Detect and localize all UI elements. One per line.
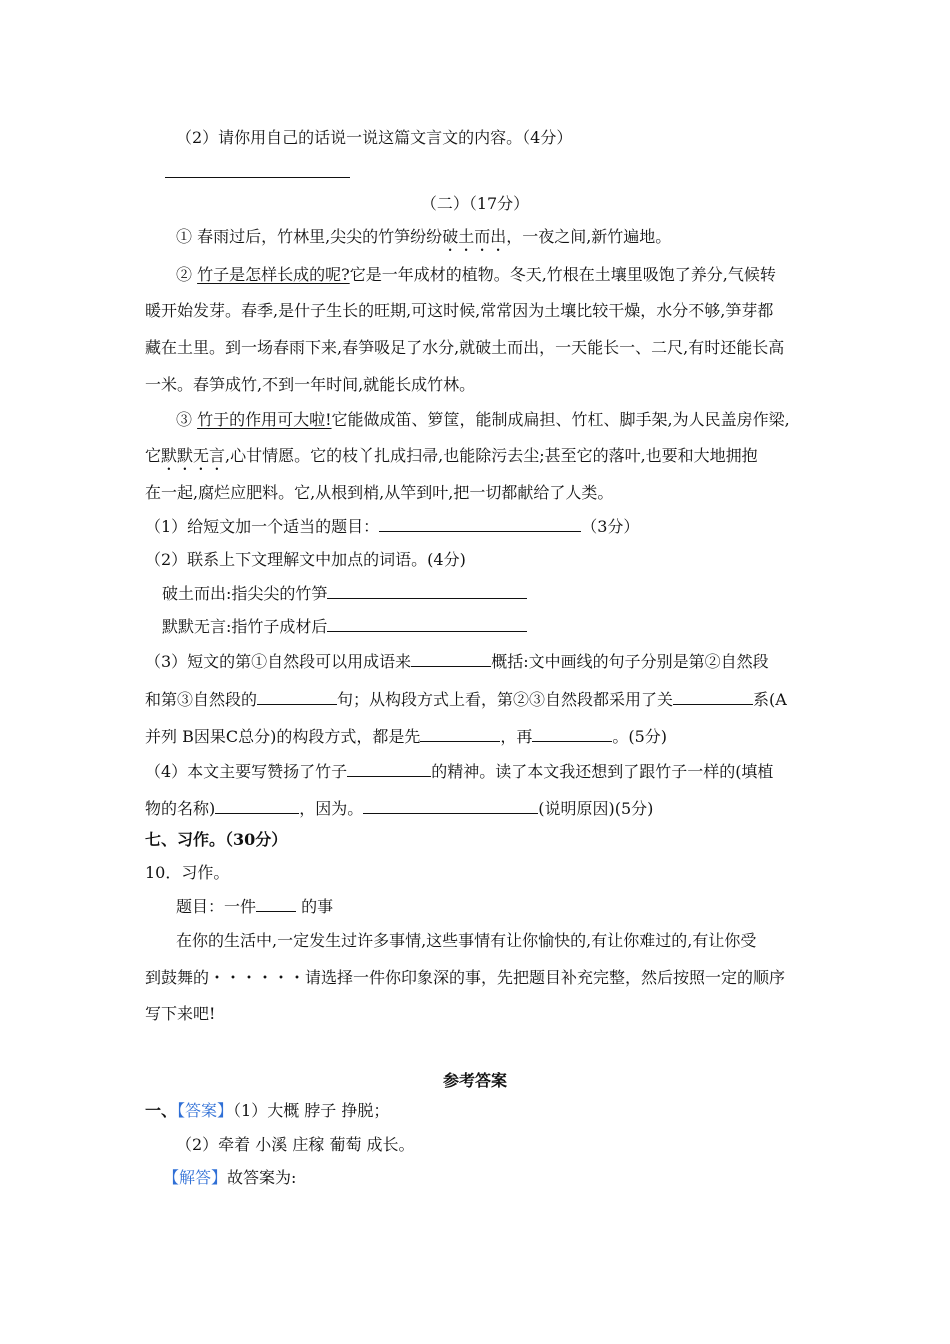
question-4-line-2: 物的名称) ，因为。 (说明原因)(5分): [145, 799, 654, 818]
essay-prompt-line-1: 在你的生活中,一定发生过许多事情,这些事情有让你愉快的,有让你难过的,有让你受: [176, 931, 757, 950]
paragraph-2-line-4: 一米。春笋成竹,不到一年时间,就能长成竹林。: [145, 375, 476, 394]
paragraph-1: ① 春雨过后，竹林里,尖尖的竹笋纷纷破土而出，一夜之间,新竹遍地。: [176, 227, 672, 246]
answer-line-1: 一、【答案】（1）大概 脖子 挣脱；: [145, 1101, 390, 1120]
question-3-line-1: （3）短文的第①自然段可以用成语来 概括:文中画线的句子分别是第②自然段: [145, 652, 769, 671]
answers-heading: 参考答案: [442, 1071, 507, 1090]
answer-blank[interactable]: [420, 725, 500, 742]
answer-blank[interactable]: [363, 797, 538, 814]
answer-tag: 【答案】: [177, 1101, 234, 1120]
answer-line-2: （2）牵着 小溪 庄稼 葡萄 成长。: [176, 1135, 415, 1154]
essay-title: 题目：一件 的事: [176, 897, 334, 916]
essay-item: 10．习作。: [145, 863, 230, 882]
solution-tag: 【解答】: [163, 1168, 228, 1187]
section-7-heading: 七、习作。（30分）: [145, 830, 288, 849]
paragraph-2-line-2: 暖开始发芽。春季,是什子生长的旺期,可这时候,常常因为土壤比较干燥，水分不够,笋芽都: [145, 301, 774, 320]
dotted-phrase: 默默无言: [161, 446, 226, 465]
answer-blank[interactable]: [257, 688, 337, 705]
answer-blank[interactable]: [673, 688, 753, 705]
paragraph-3-line-3: 在一起,腐烂应肥料。它,从根到梢,从竿到叶,把一切都献给了人类。: [145, 483, 614, 502]
question-2: （2）联系上下文理解文中加点的词语。(4分): [145, 550, 466, 569]
question-1: （1）给短文加一个适当的题目： （3分）: [145, 517, 640, 536]
paragraph-2-line-1: ② 竹子是怎样长成的呢?它是一年成材的植物。冬天,竹根在土壤里吸饱了养分,气候转: [176, 265, 776, 284]
section-heading: （二）（17分）: [420, 194, 530, 213]
answer-blank-line: [165, 177, 350, 178]
paragraph-3-line-1: ③ 竹于的作用可大啦!它能做成笛、箩筐，能制成扁担、竹杠、脚手架,为人民盖房作梁,: [176, 410, 790, 429]
paragraph-3-line-2: 它默默无言,心甘情愿。它的枝丫扎成扫帚,也能除污去尘;甚至它的落叶,也要和大地拥抱: [145, 446, 758, 465]
question-4-line-1: （4）本文主要写赞扬了竹子 的精神。读了本文我还想到了跟竹子一样的(填植: [145, 762, 774, 781]
answer-blank[interactable]: [379, 515, 581, 532]
answer-blank[interactable]: [411, 650, 491, 667]
answer-blank[interactable]: [256, 895, 296, 912]
question-2b: 默默无言:指竹子成材后: [162, 615, 527, 638]
answer-line-3: 【解答】故答案为:: [163, 1168, 297, 1187]
underlined-sentence: 竹子是怎样长成的呢?: [197, 265, 350, 284]
answer-blank[interactable]: [327, 582, 527, 599]
underlined-sentence: 竹于的作用可大啦!: [197, 410, 332, 429]
answer-blank[interactable]: [532, 725, 612, 742]
question-2-prev: （2）请你用自己的话说一说这篇文言文的内容。（4分）: [176, 128, 573, 147]
question-2a: 破土而出:指尖尖的竹笋: [162, 582, 527, 605]
dotted-phrase: 破土而出: [442, 227, 507, 246]
question-3-line-2: 和第③自然段的 句；从构段方式上看，第②③自然段都采用了关 系(A: [145, 690, 787, 709]
essay-prompt-line-3: 写下来吧!: [145, 1004, 216, 1023]
answer-blank[interactable]: [347, 760, 431, 777]
answer-blank[interactable]: [327, 615, 527, 632]
answer-blank[interactable]: [215, 797, 299, 814]
paragraph-2-line-3: 藏在土里。到一场春雨下来,春笋吸足了水分,就破土而出，一天能长一、二尺,有时还能长高: [145, 338, 785, 357]
essay-prompt-line-2: 到鼓舞的・・・・・・请选择一件你印象深的事，先把题目补充完整，然后按照一定的顺序: [145, 968, 786, 987]
question-3-line-3: 并列 B因果C总分)的构段方式，都是先 ，再 。(5分): [145, 727, 668, 746]
